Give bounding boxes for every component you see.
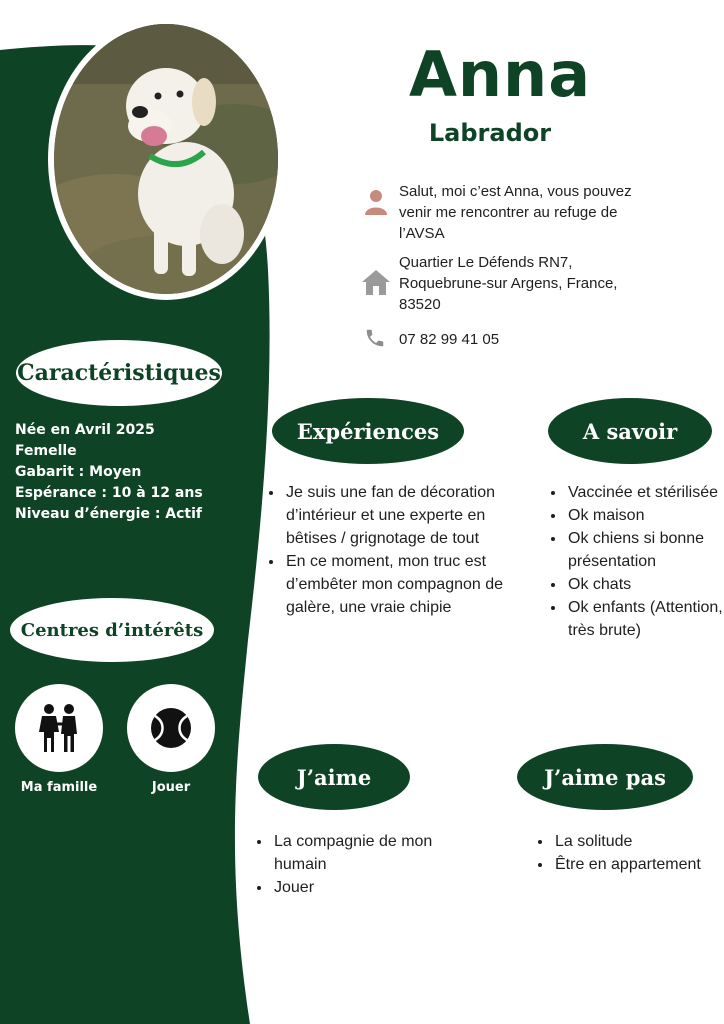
- experiences-heading: [272, 398, 464, 464]
- list-item: • Jouer: [272, 876, 472, 899]
- a-savoir-heading-text: A savoir: [582, 418, 678, 444]
- person-icon: [362, 188, 390, 216]
- a-savoir-list: [548, 481, 724, 642]
- list-item: • Vaccinée et stérilisée: [566, 481, 724, 504]
- list-item: • La compagnie de mon humain: [272, 830, 472, 876]
- dog-breed: Labrador: [428, 119, 552, 147]
- family-icon: [15, 684, 103, 772]
- list-item: • En ce moment, mon truc est d’embêter mon compagnon de galère, une vraie chipie: [284, 550, 532, 619]
- interest-label-family: Ma famille: [20, 780, 98, 795]
- traits-list: [15, 420, 203, 525]
- dog-photo: [54, 24, 278, 294]
- trait-item: Femelle: [15, 443, 77, 459]
- dog-photo-frame: [48, 18, 284, 300]
- house-icon: [361, 268, 389, 296]
- list-item: • Être en appartement: [553, 853, 724, 876]
- list-item: • Ok chats: [566, 573, 724, 596]
- characteristics-heading: [16, 340, 222, 406]
- list-item: • Je suis une fan de décoration d’intérieur et une experte en bêtises / grignotage de tout: [284, 481, 532, 550]
- trait-item: Espérance : 10 à 12 ans: [15, 485, 203, 501]
- jaime-heading: [258, 744, 410, 810]
- dog-name: Anna: [408, 38, 592, 111]
- list-item: • Ok chiens si bonne présentation: [566, 527, 724, 573]
- interests-heading: [10, 598, 214, 662]
- interest-label-play: Jouer: [151, 780, 191, 795]
- contact-address: Quartier Le Défends RN7, Roquebrune-sur Argens, France, 83520: [399, 254, 618, 313]
- list-item: • Ok maison: [566, 504, 724, 527]
- trait-item: Gabarit : Moyen: [15, 464, 142, 480]
- interests-heading-text: Centres d’intérêts: [20, 619, 204, 641]
- jaime-heading-text: J’aime: [296, 764, 372, 790]
- jaime-pas-heading: [517, 744, 693, 810]
- experiences-heading-text: Expériences: [296, 418, 440, 444]
- characteristics-heading-text: Caractéristiques: [17, 360, 221, 386]
- jaime-pas-heading-text: J’aime pas: [544, 764, 666, 790]
- list-item: • Ok enfants (Attention, très brute): [566, 596, 724, 642]
- phone-icon: [364, 327, 388, 351]
- jaime-list: [254, 830, 472, 899]
- a-savoir-heading: [548, 398, 712, 464]
- contact-intro: Salut, moi c’est Anna, vous pouvez venir me rencontrer au refuge de l’AVSA: [399, 183, 632, 242]
- jaime-pas-list: [535, 830, 724, 876]
- trait-item: Niveau d’énergie : Actif: [15, 506, 203, 522]
- contact-phone: 07 82 99 41 05: [399, 331, 500, 348]
- experiences-list: [266, 481, 532, 619]
- trait-item: Née en Avril 2025: [15, 422, 155, 438]
- list-item: • La solitude: [553, 830, 724, 853]
- tennis-ball-icon: [127, 684, 215, 772]
